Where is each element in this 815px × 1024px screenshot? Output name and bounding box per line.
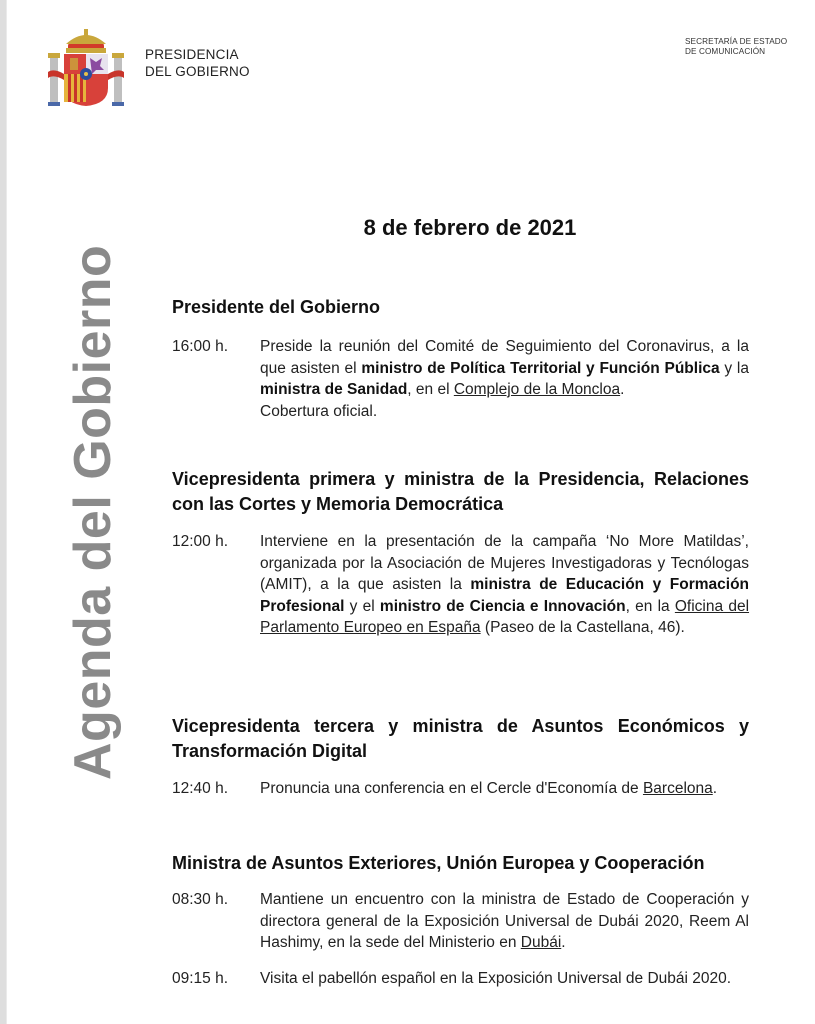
agenda-entry [172, 778, 749, 800]
agenda-section [172, 467, 749, 639]
org-line-1: PRESIDENCIA [145, 47, 239, 62]
text-segment: , en el [407, 381, 454, 398]
entry-description [260, 778, 749, 800]
text-segment: Mantiene un encuentro con la ministra de Estado de Cooperación y directora general de la Exposición Universal de Dubái 2020, Reem Al Hashimy, en la sede del Ministerio en [260, 891, 749, 951]
agenda-entry [172, 336, 749, 422]
agenda-section [172, 295, 749, 422]
vertical-title [64, 232, 122, 780]
entry-description [260, 968, 749, 990]
official-name: ministro de Ciencia e Innovación [379, 597, 626, 615]
agenda-section [172, 851, 749, 989]
entry-text [260, 336, 749, 401]
location-link[interactable]: Complejo de la Moncloa [453, 381, 621, 398]
text-segment: . [620, 381, 625, 398]
agenda-entry [172, 968, 749, 990]
secretaria-label [685, 37, 787, 57]
agenda-section [172, 714, 749, 800]
text-segment: Visita el pabellón español en la Exposición Universal de Dubái 2020. [260, 969, 732, 987]
text-segment: . [561, 934, 566, 951]
official-name: ministra de Educación y Formación Profesional [260, 576, 750, 615]
location-link[interactable]: Dubái [520, 934, 562, 951]
entry-text [260, 531, 749, 639]
entry-description [260, 889, 749, 954]
entry-text [260, 889, 749, 954]
section-title: Vicepresidenta primera y ministra de la Presidencia, Relaciones con las Cortes y Memoria Democrática [172, 469, 749, 514]
text-segment: Preside la reunión del Comité de Seguimiento del Coronavirus, a la que asisten el [260, 338, 749, 377]
location-link[interactable]: Oficina del Parlamento Europeo en España [260, 597, 750, 636]
section-title: Presidente del Gobierno [172, 297, 381, 317]
entry-time: 12:00 h. [172, 533, 229, 550]
agenda-entry [172, 889, 749, 954]
entry-text [260, 968, 749, 990]
text-segment: Pronuncia una conferencia en el Cercle d'Economía de [260, 780, 643, 797]
agenda-title: Agenda del Gobierno [64, 244, 122, 780]
text-segment: . [712, 780, 718, 797]
org-line-2: DEL GOBIERNO [145, 64, 250, 79]
section-title: Vicepresidenta tercera y ministra de Asuntos Económicos y Transformación Digital [172, 716, 749, 761]
spain-coat-of-arms-icon [46, 28, 126, 108]
entry-time: 12:40 h. [172, 780, 229, 797]
agenda-entry [172, 531, 749, 639]
secretaria-line-2: DE COMUNICACIÓN [685, 47, 766, 56]
secretaria-line-1: SECRETARÍA DE ESTADO [685, 37, 788, 46]
location-link[interactable]: Barcelona [642, 780, 713, 797]
entry-note: Cobertura oficial. [260, 402, 378, 420]
text-segment: (Paseo de la Castellana, 46). [480, 619, 685, 636]
text-segment: Interviene en la presentación de la campaña ‘No More Matildas’, organizada por la Asociación de Mujeres Investigadoras y Tecnólogas (AMIT), a la que asisten la [260, 533, 749, 593]
official-name: ministra de Sanidad [260, 381, 408, 398]
entry-time: 09:15 h. [172, 969, 229, 987]
section-title: Ministra de Asuntos Exteriores, Unión Europea y Cooperación [172, 853, 705, 873]
organization-name [145, 46, 250, 80]
entry-description [260, 531, 749, 639]
agenda-date: 8 de febrero de 2021 [363, 215, 577, 240]
entry-text [260, 778, 749, 800]
official-name: ministro de Política Territorial y Función Pública [361, 359, 720, 377]
page-edge [0, 0, 7, 1024]
entry-time: 08:30 h. [172, 891, 229, 908]
entry-description [260, 336, 749, 422]
text-segment: y la [719, 359, 749, 377]
text-segment: , en la [625, 597, 675, 615]
text-segment: y el [344, 597, 380, 615]
entry-time: 16:00 h. [172, 338, 229, 355]
